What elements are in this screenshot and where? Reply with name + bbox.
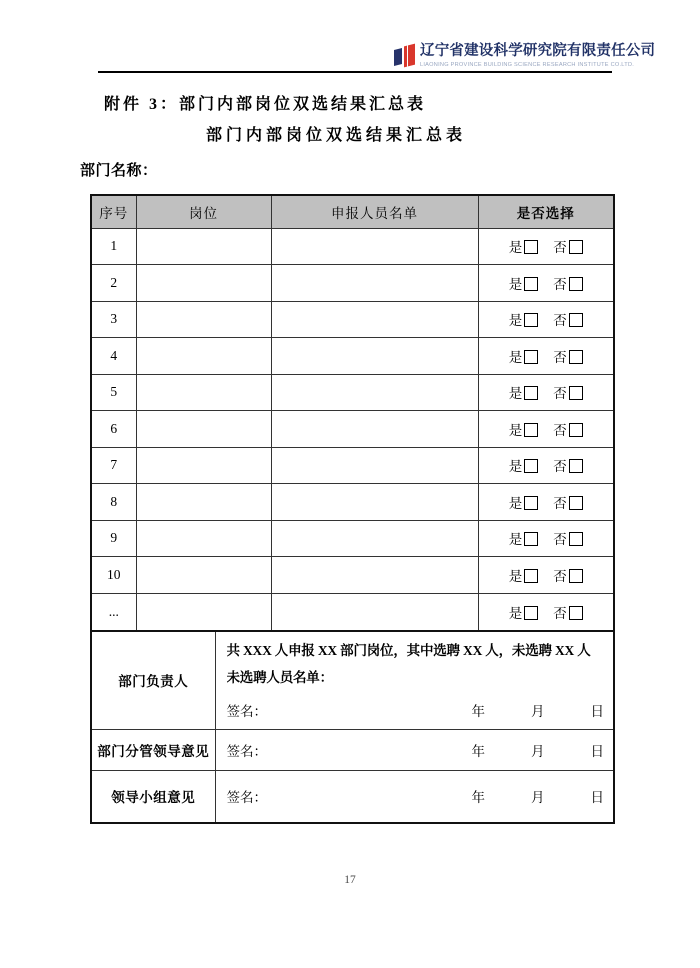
day-label: 日 <box>590 790 604 806</box>
position-cell <box>136 593 271 630</box>
yes-label: 是 <box>508 240 523 256</box>
applicants-cell <box>271 484 478 521</box>
yes-label: 是 <box>508 422 523 438</box>
summary-table <box>90 630 615 825</box>
applicants-cell <box>271 374 478 411</box>
no-checkbox <box>569 423 583 437</box>
row-number-cell: 5 <box>91 374 136 411</box>
table-row <box>91 301 614 338</box>
applicants-cell <box>271 593 478 630</box>
no-checkbox <box>569 313 583 327</box>
yes-label: 是 <box>508 495 523 511</box>
approval-row <box>91 729 614 770</box>
table-row <box>91 447 614 484</box>
no-checkbox <box>569 350 583 364</box>
no-checkbox <box>569 606 583 620</box>
table-row <box>91 265 614 302</box>
division-leader-label: 部门分管领导意见 <box>91 729 215 770</box>
no-label: 否 <box>553 276 567 292</box>
document-title: 部门内部岗位双选结果汇总表 <box>205 127 466 144</box>
row-number-cell: 2 <box>91 265 136 302</box>
table-row <box>91 593 614 630</box>
yes-label: 是 <box>508 313 523 329</box>
table-row <box>91 338 614 375</box>
no-label: 否 <box>553 568 567 584</box>
company-logo <box>393 43 655 70</box>
approval-row <box>91 770 614 823</box>
row-number-cell: 3 <box>91 301 136 338</box>
choice-cell <box>478 447 614 484</box>
signature-label: 签名： <box>226 703 267 719</box>
summary-row <box>91 631 614 730</box>
date-fields <box>426 700 605 720</box>
applicants-cell <box>271 301 478 338</box>
yes-checkbox <box>524 496 538 510</box>
row-number-cell: 10 <box>91 557 136 594</box>
applicants-cell <box>271 228 478 265</box>
position-cell <box>136 484 271 521</box>
row-number-cell: 6 <box>91 411 136 448</box>
row-number-cell: 7 <box>91 447 136 484</box>
col-header-position: 岗位 <box>136 195 271 228</box>
row-number-cell: 8 <box>91 484 136 521</box>
choice-cell <box>478 265 614 302</box>
logo-red-shape <box>404 44 415 68</box>
choice-cell <box>478 520 614 557</box>
position-cell <box>136 338 271 375</box>
page-number: 17 <box>344 874 356 886</box>
no-checkbox <box>569 496 583 510</box>
company-name: 辽宁省建设科学研究院有限责任公司 <box>420 43 656 59</box>
choice-cell <box>478 484 614 521</box>
no-checkbox <box>569 386 583 400</box>
approval-sign-cell <box>215 729 614 770</box>
no-label: 否 <box>553 459 567 475</box>
position-cell <box>136 447 271 484</box>
table-row <box>91 228 614 265</box>
applicants-cell <box>271 411 478 448</box>
yes-label: 是 <box>508 568 523 584</box>
table-row <box>91 520 614 557</box>
dept-manager-label: 部门负责人 <box>91 631 215 730</box>
applicants-cell <box>271 557 478 594</box>
table-header-row <box>91 195 614 228</box>
yes-checkbox <box>524 386 538 400</box>
applicants-cell <box>271 265 478 302</box>
no-checkbox <box>569 569 583 583</box>
month-label: 月 <box>531 743 545 759</box>
date-fields <box>426 786 605 806</box>
position-cell <box>136 374 271 411</box>
date-fields <box>426 740 605 760</box>
yes-label: 是 <box>508 459 523 475</box>
position-cell <box>136 265 271 302</box>
yes-label: 是 <box>508 349 523 365</box>
row-number-cell: 9 <box>91 520 136 557</box>
signature-label: 签名： <box>226 790 267 806</box>
yes-label: 是 <box>508 276 523 292</box>
day-label: 日 <box>590 743 604 759</box>
company-logo-icon <box>393 43 417 70</box>
position-cell <box>136 228 271 265</box>
row-number-cell: 1 <box>91 228 136 265</box>
no-label: 否 <box>553 349 567 365</box>
yes-checkbox <box>524 459 538 473</box>
choice-cell <box>478 557 614 594</box>
signature-label: 签名： <box>226 743 267 759</box>
no-label: 否 <box>553 240 567 256</box>
no-label: 否 <box>553 386 567 402</box>
company-name-english: LIAONING PROVINCE BUILDING SCIENCE RESEARCH INSTITUTE CO.LTD. <box>420 61 635 68</box>
no-checkbox <box>569 277 583 291</box>
choice-cell <box>478 228 614 265</box>
logo-blue-shape <box>394 48 402 66</box>
no-label: 否 <box>553 532 567 548</box>
year-label: 年 <box>471 743 485 759</box>
summary-list-line: 未选聘人员名单： <box>226 670 333 686</box>
yes-checkbox <box>524 350 538 364</box>
no-checkbox <box>569 240 583 254</box>
results-table <box>90 194 615 630</box>
choice-cell <box>478 301 614 338</box>
month-label: 月 <box>531 703 545 719</box>
yes-checkbox <box>524 423 538 437</box>
yes-checkbox <box>524 313 538 327</box>
approval-sign-cell <box>215 770 614 823</box>
no-label: 否 <box>553 605 567 621</box>
letterhead-divider <box>98 71 612 73</box>
no-label: 否 <box>553 313 567 329</box>
attachment-heading: 附件 3：部门内部岗位双选结果汇总表 <box>104 96 427 113</box>
yes-checkbox <box>524 532 538 546</box>
yes-label: 是 <box>508 386 523 402</box>
summary-content-cell <box>215 631 614 730</box>
no-checkbox <box>569 532 583 546</box>
yes-checkbox <box>524 606 538 620</box>
table-row <box>91 411 614 448</box>
day-label: 日 <box>590 703 604 719</box>
col-header-applicants: 申报人员名单 <box>271 195 478 228</box>
row-number-cell: 4 <box>91 338 136 375</box>
form-area <box>90 194 613 824</box>
position-cell <box>136 557 271 594</box>
year-label: 年 <box>471 703 485 719</box>
choice-cell <box>478 374 614 411</box>
applicants-cell <box>271 520 478 557</box>
yes-checkbox <box>524 240 538 254</box>
choice-cell <box>478 593 614 630</box>
row-number-cell: ... <box>91 593 136 630</box>
summary-stats-line: 共 XXX 人申报 XX 部门岗位，其中选聘 XX 人，未选聘 XX 人 <box>226 642 591 658</box>
applicants-cell <box>271 447 478 484</box>
yes-label: 是 <box>508 532 523 548</box>
position-cell <box>136 301 271 338</box>
no-label: 否 <box>553 422 567 438</box>
position-cell <box>136 520 271 557</box>
table-row <box>91 484 614 521</box>
yes-label: 是 <box>508 605 523 621</box>
leading-group-label: 领导小组意见 <box>91 770 215 823</box>
department-name-label: 部门名称： <box>80 163 158 179</box>
company-name-block <box>420 43 655 68</box>
no-checkbox <box>569 459 583 473</box>
col-header-choice: 是否选择 <box>478 195 614 228</box>
yes-checkbox <box>524 569 538 583</box>
year-label: 年 <box>471 790 485 806</box>
table-row <box>91 557 614 594</box>
position-cell <box>136 411 271 448</box>
table-row <box>91 374 614 411</box>
month-label: 月 <box>531 790 545 806</box>
yes-checkbox <box>524 277 538 291</box>
no-label: 否 <box>553 495 567 511</box>
col-header-number: 序号 <box>91 195 136 228</box>
applicants-cell <box>271 338 478 375</box>
choice-cell <box>478 411 614 448</box>
choice-cell <box>478 338 614 375</box>
